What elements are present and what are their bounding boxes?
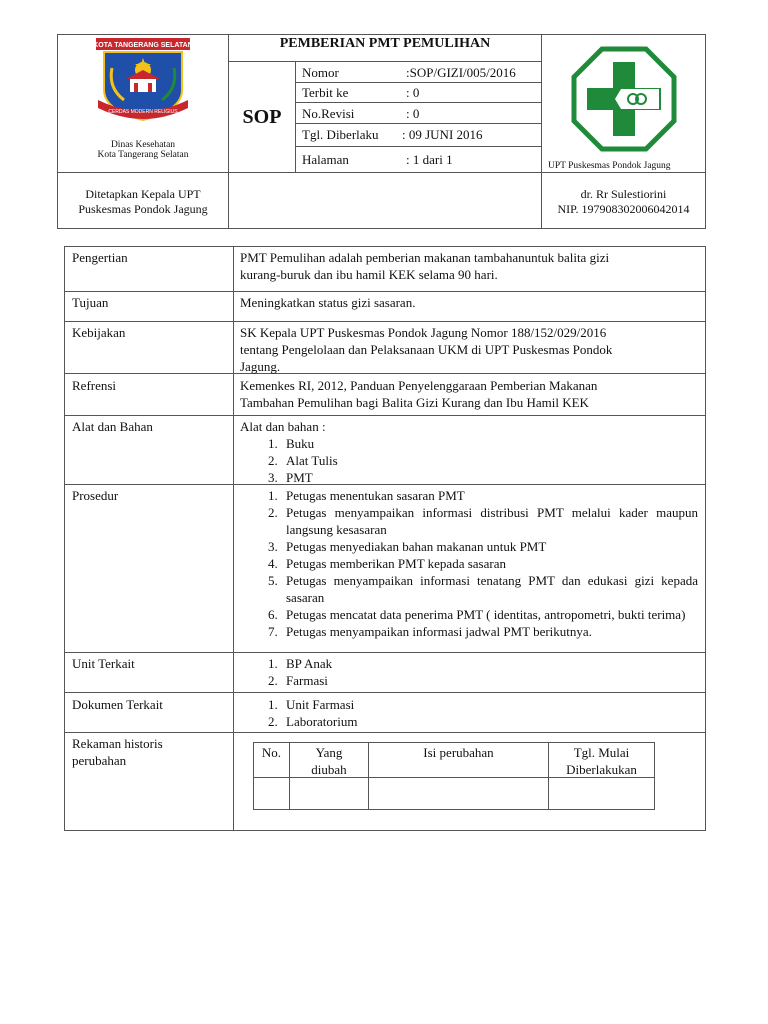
unit-terkait-label: Unit Terkait — [72, 656, 135, 671]
referensi-line-1: Kemenkes RI, 2012, Panduan Penyelenggaraan Pemberian Makanan — [240, 378, 598, 393]
ditetapkan-line-2: Puskesmas Pondok Jagung — [78, 202, 208, 216]
meta-label-revisi: No.Revisi — [302, 106, 355, 121]
pengertian-line-1: PMT Pemulihan adalah pemberian makanan tambahanuntuk balita gizi — [240, 250, 610, 265]
meta-value-halaman: : 1 dari 1 — [406, 152, 453, 167]
puskesmas-logo — [571, 46, 677, 152]
kebijakan-label: Kebijakan — [72, 325, 126, 340]
meta-value-nomor: :SOP/GIZI/005/2016 — [406, 65, 516, 80]
list-item: 6. Petugas mencatat data penerima PMT ( identitas, antropometri, bukti terima) — [268, 607, 686, 622]
meta-value-revisi: : 0 — [406, 106, 420, 121]
logo-banner-text: KOTA TANGERANG SELATAN — [93, 42, 193, 49]
kebijakan-line-1: SK Kepala UPT Puskesmas Pondok Jagung Nomor 188/152/029/2016 — [240, 325, 607, 340]
unit-terkait-list — [240, 655, 698, 689]
list-item: 3. PMT — [268, 470, 313, 485]
list-item: 2. Laboratorium — [268, 714, 358, 729]
history-col-no: No. — [261, 745, 282, 760]
org-line-1: Dinas Kesehatan — [110, 140, 176, 150]
meta-label-halaman: Halaman — [302, 152, 349, 167]
meta-label-nomor: Nomor — [302, 65, 339, 80]
signer-name: dr. Rr Sulestiorini — [580, 187, 667, 201]
ditetapkan-line-1: Ditetapkan Kepala UPT — [85, 187, 201, 201]
list-item: 1. BP Anak — [268, 656, 333, 671]
org-line-2: Kota Tangerang Selatan — [97, 150, 189, 160]
history-col-isi: Isi perubahan — [423, 745, 494, 760]
list-item: 7. Petugas menyampaikan informasi jadwal PMT berikutnya. — [268, 624, 592, 639]
referensi-label: Refrensi — [72, 378, 117, 393]
rekaman-label-line-1: Rekaman historis — [72, 736, 163, 751]
document-title: PEMBERIAN PMT PEMULIHAN — [279, 36, 491, 51]
history-col-yang: Yang — [315, 745, 343, 760]
kebijakan-line-2: tentang Pengelolaan dan Pelaksanaan UKM di UPT Puskesmas Pondok — [240, 342, 613, 357]
prosedur-label: Prosedur — [72, 488, 119, 503]
list-item: 3. Petugas menyediakan bahan makanan untuk PMT — [268, 539, 547, 554]
tujuan-text: Meningkatkan status gizi sasaran. — [240, 295, 416, 310]
alat-intro: Alat dan bahan : — [240, 419, 326, 434]
history-col-tgl: Tgl. Mulai — [573, 745, 630, 760]
list-item: 1. Petugas menentukan sasaran PMT — [268, 488, 465, 503]
logo-ribbon-text: CERDAS MODERN RELIGIUS — [108, 109, 178, 115]
pengertian-line-2: kurang-buruk dan ibu hamil KEK selama 90 hari. — [240, 267, 498, 282]
meta-value-terbit: : 0 — [406, 85, 420, 100]
meta-label-tgl: Tgl. Diberlaku — [302, 127, 379, 142]
list-item: 2. Alat Tulis — [268, 453, 338, 468]
dokumen-terkait-list — [240, 696, 698, 730]
list-item: 5. Petugas menyampaikan informasi tenatang PMT dan edukasi gizi kepada sasaran — [268, 573, 698, 605]
puskesmas-label: UPT Puskesmas Pondok Jagung — [548, 161, 671, 171]
rekaman-label-line-2: perubahan — [72, 753, 127, 768]
meta-value-tgl: : 09 JUNI 2016 — [402, 127, 483, 142]
history-col-diberlakukan: Diberlakukan — [566, 762, 637, 777]
alat-label: Alat dan Bahan — [72, 419, 153, 434]
signer-nip: NIP. 197908302006042014 — [557, 202, 690, 216]
prosedur-list — [240, 487, 698, 640]
meta-label-terbit: Terbit ke — [302, 85, 349, 100]
tujuan-label: Tujuan — [72, 295, 109, 310]
alat-list — [240, 435, 698, 486]
history-col-diubah: diubah — [311, 762, 347, 777]
list-item: 2. Farmasi — [268, 673, 328, 688]
dokumen-terkait-label: Dokumen Terkait — [72, 697, 163, 712]
list-item: 4. Petugas memberikan PMT kepada sasaran — [268, 556, 506, 571]
tangsel-logo — [90, 38, 196, 124]
referensi-line-2: Tambahan Pemulihan bagi Balita Gizi Kurang dan Ibu Hamil KEK — [240, 395, 589, 410]
sop-label: SOP — [242, 106, 282, 128]
list-item: 1. Buku — [268, 436, 315, 451]
list-item: 1. Unit Farmasi — [268, 697, 355, 712]
kebijakan-line-3: Jagung. — [240, 359, 281, 374]
pengertian-label: Pengertian — [72, 250, 128, 265]
list-item: 2. Petugas menyampaikan informasi distribusi PMT melalui kader maupun langsung kesasaran — [268, 505, 698, 537]
